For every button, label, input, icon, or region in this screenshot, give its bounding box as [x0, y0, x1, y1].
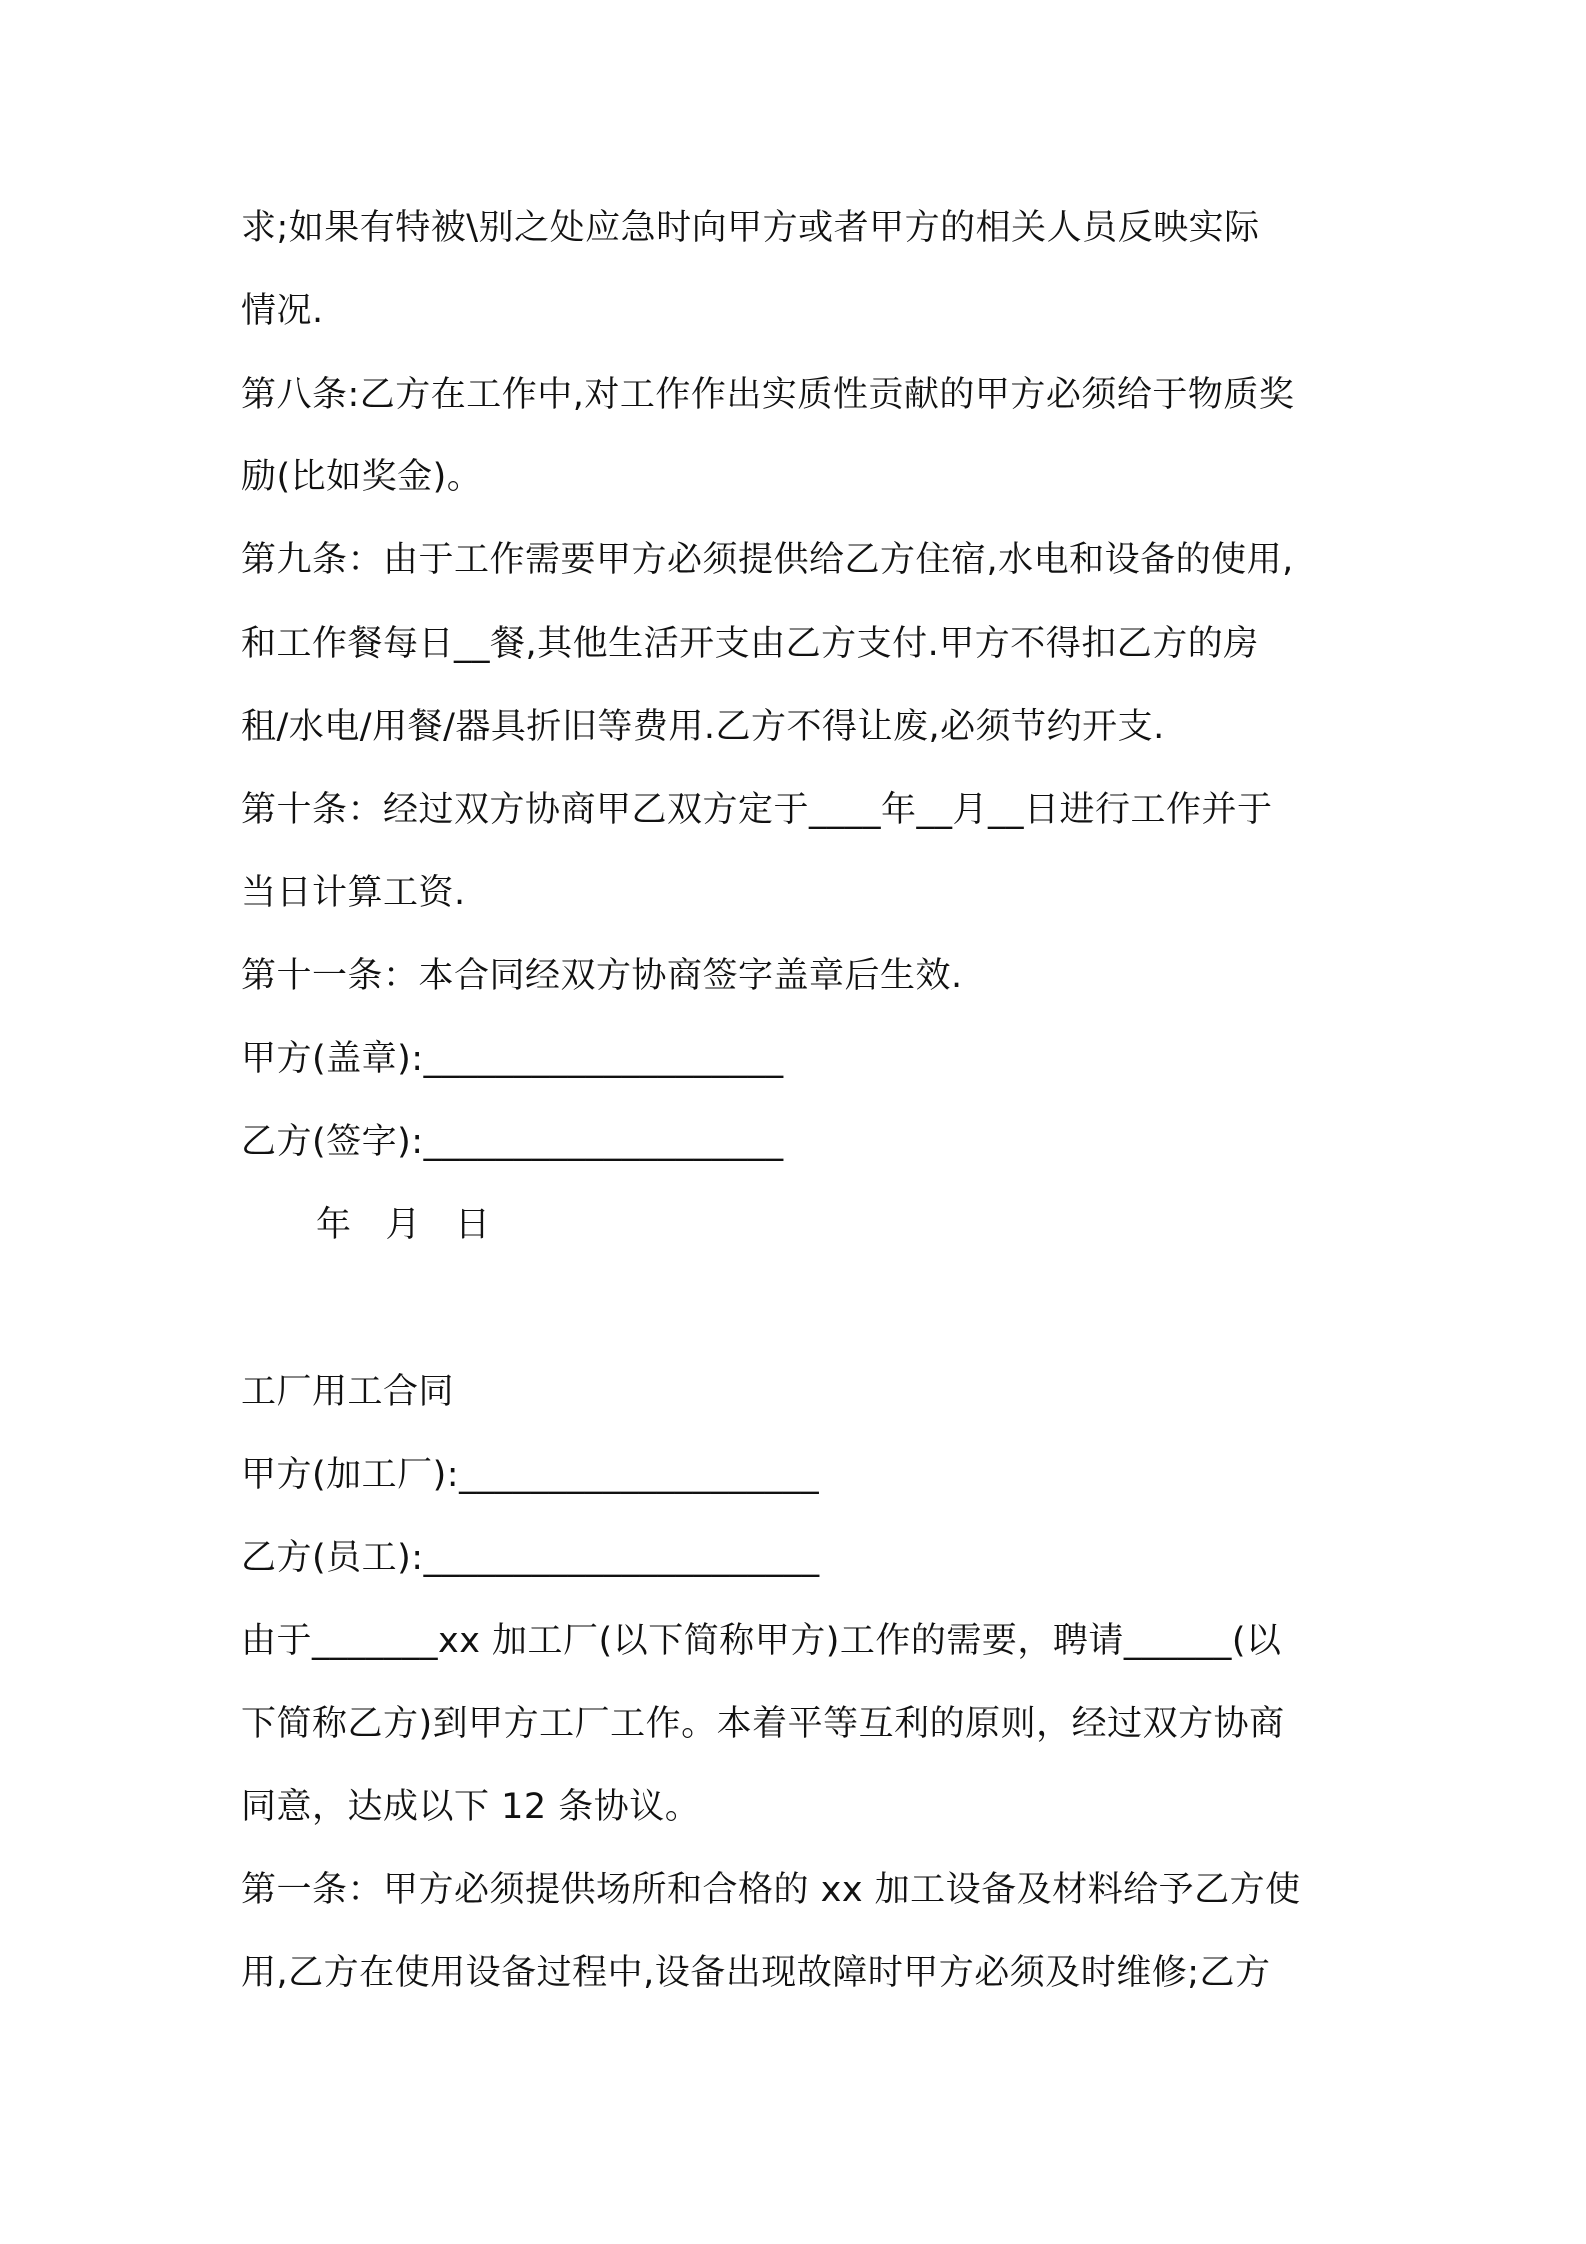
- clause-10: 第十条：经过双方协商甲乙双方定于____年__月__日进行工作并于: [241, 790, 1273, 830]
- preamble-line: 同意，达成以下 12 条协议。: [241, 1787, 701, 1827]
- preamble-line: 下简称乙方)到甲方工厂工作。本着平等互利的原则，经过双方协商: [241, 1704, 1285, 1744]
- text-line: 求;如果有特被\别之处应急时向甲方或者甲方的相关人员反映实际: [241, 208, 1260, 248]
- text-line: 和工作餐每日__餐,其他生活开支由乙方支付.甲方不得扣乙方的房: [241, 624, 1259, 664]
- clause-11: 第十一条：本合同经双方协商签字盖章后生效.: [241, 956, 963, 996]
- party-a-line: 甲方(加工厂):____________________: [241, 1455, 820, 1495]
- party-a-seal-line: 甲方(盖章):____________________: [241, 1039, 784, 1079]
- date-line: [316, 1200, 525, 1250]
- party-b-sign-line: 乙方(签字):____________________: [241, 1122, 784, 1162]
- text-line: 情况.: [241, 291, 324, 331]
- text-line: 用,乙方在使用设备过程中,设备出现故障时甲方必须及时维修;乙方: [241, 1953, 1271, 1993]
- clause-8: 第八条:乙方在工作中,对工作作出实质性贡献的甲方必须给于物质奖: [241, 375, 1295, 415]
- date-year: 年: [316, 1205, 352, 1245]
- clause-1: 第一条：甲方必须提供场所和合格的 xx 加工设备及材料给予乙方使: [241, 1870, 1301, 1910]
- text-line: 租/水电/用餐/器具折旧等费用.乙方不得让废,必须节约开支.: [241, 707, 1165, 747]
- date-day: 日: [455, 1205, 491, 1245]
- section-title: 工厂用工合同: [241, 1372, 455, 1412]
- clause-9: 第九条：由于工作需要甲方必须提供给乙方住宿,水电和设备的使用,: [241, 540, 1294, 580]
- text-line: 当日计算工资.: [241, 873, 466, 913]
- party-b-line: 乙方(员工):______________________: [241, 1538, 820, 1578]
- preamble-line: 由于_______xx 加工厂(以下简称甲方)工作的需要，聘请______(以: [241, 1621, 1282, 1661]
- date-month: 月: [385, 1205, 422, 1245]
- text-line: 励(比如奖金)。: [241, 457, 483, 497]
